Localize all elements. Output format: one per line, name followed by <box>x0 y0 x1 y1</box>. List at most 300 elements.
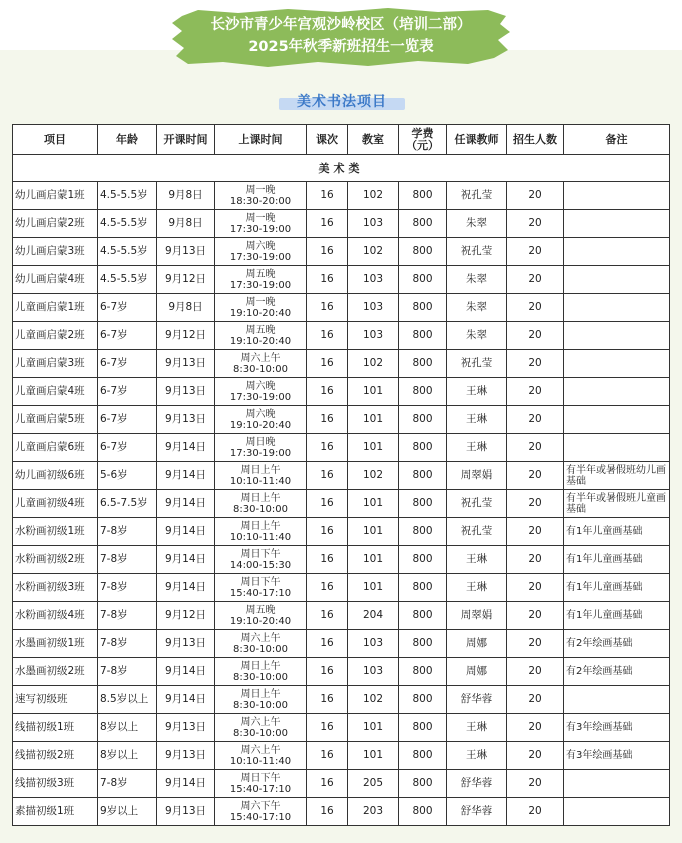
class-hours: 17:30-19:00 <box>229 251 292 263</box>
table-row <box>13 658 670 686</box>
header-col-project: 项目 <box>13 125 98 155</box>
enrollment-quota-cell: 20 <box>507 238 564 266</box>
class-hours: 17:30-19:00 <box>229 279 292 291</box>
teacher-name-cell: 舒华蓉 <box>447 686 507 714</box>
class-time-cell <box>215 434 307 462</box>
age-range-cell: 5-6岁 <box>98 462 157 490</box>
age-range-cell: 9岁以上 <box>98 798 157 826</box>
classroom-cell: 101 <box>348 518 399 546</box>
age-range-cell: 6.5-7.5岁 <box>98 490 157 518</box>
table-row <box>13 770 670 798</box>
class-name-cell: 水墨画初级1班 <box>13 630 98 658</box>
enrollment-quota-cell: 20 <box>507 462 564 490</box>
class-time-cell <box>215 210 307 238</box>
class-time-cell <box>215 742 307 770</box>
classroom-cell: 102 <box>348 462 399 490</box>
start-date-cell: 9月13日 <box>157 798 215 826</box>
enrollment-quota-cell: 20 <box>507 686 564 714</box>
class-hours: 17:30-19:00 <box>229 447 292 459</box>
start-date-cell: 9月12日 <box>157 602 215 630</box>
classroom-cell: 103 <box>348 266 399 294</box>
age-range-cell: 4.5-5.5岁 <box>98 210 157 238</box>
note-cell <box>564 322 670 350</box>
class-hours: 19:10-20:40 <box>229 615 292 627</box>
tuition-fee-cell: 800 <box>399 714 447 742</box>
class-day: 周五晚 <box>245 268 276 280</box>
age-range-cell: 6-7岁 <box>98 406 157 434</box>
enrollment-quota-cell: 20 <box>507 602 564 630</box>
age-range-cell: 7-8岁 <box>98 658 157 686</box>
tuition-fee-cell: 800 <box>399 546 447 574</box>
teacher-name-cell: 舒华蓉 <box>447 798 507 826</box>
enrollment-quota-cell: 20 <box>507 630 564 658</box>
start-date-cell: 9月8日 <box>157 182 215 210</box>
class-hours: 10:10-11:40 <box>229 755 292 767</box>
class-day: 周日晚 <box>245 436 276 448</box>
tuition-fee-cell: 800 <box>399 238 447 266</box>
session-count-cell: 16 <box>307 462 348 490</box>
enrollment-quota-cell: 20 <box>507 490 564 518</box>
enrollment-quota-cell: 20 <box>507 546 564 574</box>
classroom-cell: 103 <box>348 658 399 686</box>
session-count-cell: 16 <box>307 602 348 630</box>
table-row <box>13 490 670 518</box>
tuition-fee-cell: 800 <box>399 266 447 294</box>
teacher-name-cell: 祝孔莹 <box>447 238 507 266</box>
class-day: 周日上午 <box>240 660 281 672</box>
enrollment-quota-cell: 20 <box>507 210 564 238</box>
note-cell <box>564 686 670 714</box>
enrollment-quota-cell: 20 <box>507 714 564 742</box>
teacher-name-cell: 王琳 <box>447 406 507 434</box>
class-name-cell: 线描初级2班 <box>13 742 98 770</box>
note-cell <box>564 238 670 266</box>
classroom-cell: 103 <box>348 322 399 350</box>
section-title-text: 美术书法项目 <box>297 94 387 110</box>
start-date-cell: 9月12日 <box>157 266 215 294</box>
start-date-cell: 9月13日 <box>157 406 215 434</box>
tuition-fee-cell: 800 <box>399 350 447 378</box>
class-day: 周六上午 <box>240 744 281 756</box>
class-name-cell: 线描初级3班 <box>13 770 98 798</box>
tuition-fee-cell: 800 <box>399 406 447 434</box>
title-line-2: 2025年秋季新班招生一览表 <box>248 39 434 55</box>
class-hours: 8:30-10:00 <box>233 699 288 711</box>
session-count-cell: 16 <box>307 238 348 266</box>
class-name-cell: 幼儿画初级6班 <box>13 462 98 490</box>
tuition-fee-cell: 800 <box>399 182 447 210</box>
class-day: 周日下午 <box>240 772 281 784</box>
note-cell: 有半年或暑假班幼儿画基础 <box>564 462 670 490</box>
class-day: 周日上午 <box>240 464 281 476</box>
age-range-cell: 8岁以上 <box>98 742 157 770</box>
class-hours: 8:30-10:00 <box>233 727 288 739</box>
classroom-cell: 101 <box>348 742 399 770</box>
start-date-cell: 9月14日 <box>157 686 215 714</box>
note-cell: 有半年或暑假班儿童画基础 <box>564 490 670 518</box>
enrollment-quota-cell: 20 <box>507 518 564 546</box>
session-count-cell: 16 <box>307 630 348 658</box>
class-hours: 17:30-19:00 <box>229 223 292 235</box>
section-title <box>275 89 409 115</box>
classroom-cell: 101 <box>348 378 399 406</box>
age-range-cell: 7-8岁 <box>98 630 157 658</box>
class-time-cell <box>215 322 307 350</box>
class-hours: 19:10-20:40 <box>229 419 292 431</box>
class-hours: 14:00-15:30 <box>229 559 292 571</box>
enrollment-quota-cell: 20 <box>507 350 564 378</box>
class-time-cell <box>215 378 307 406</box>
teacher-name-cell: 祝孔莹 <box>447 350 507 378</box>
class-time-cell <box>215 182 307 210</box>
class-day: 周一晚 <box>245 184 276 196</box>
age-range-cell: 4.5-5.5岁 <box>98 238 157 266</box>
classroom-cell: 101 <box>348 546 399 574</box>
class-day: 周日下午 <box>240 548 281 560</box>
class-name-cell: 儿童画启蒙2班 <box>13 322 98 350</box>
session-count-cell: 16 <box>307 798 348 826</box>
classroom-cell: 101 <box>348 406 399 434</box>
header-col-sessions: 课次 <box>307 125 348 155</box>
enrollment-quota-cell: 20 <box>507 322 564 350</box>
enrollment-table <box>12 124 670 826</box>
session-count-cell: 16 <box>307 714 348 742</box>
classroom-cell: 101 <box>348 714 399 742</box>
tuition-fee-cell: 800 <box>399 294 447 322</box>
class-hours: 18:30-20:00 <box>229 195 292 207</box>
teacher-name-cell: 周娜 <box>447 630 507 658</box>
note-cell: 有1年儿童画基础 <box>564 574 670 602</box>
class-day: 周日上午 <box>240 688 281 700</box>
teacher-name-cell: 王琳 <box>447 714 507 742</box>
start-date-cell: 9月13日 <box>157 742 215 770</box>
classroom-cell: 101 <box>348 490 399 518</box>
session-count-cell: 16 <box>307 182 348 210</box>
table-row <box>13 406 670 434</box>
note-cell <box>564 294 670 322</box>
category-row <box>13 155 670 182</box>
note-cell <box>564 434 670 462</box>
tuition-fee-cell: 800 <box>399 462 447 490</box>
class-time-cell <box>215 686 307 714</box>
class-time-cell <box>215 602 307 630</box>
tuition-fee-cell: 800 <box>399 770 447 798</box>
enrollment-quota-cell: 20 <box>507 770 564 798</box>
teacher-name-cell: 祝孔莹 <box>447 182 507 210</box>
class-time-cell <box>215 770 307 798</box>
session-count-cell: 16 <box>307 266 348 294</box>
class-time-cell <box>215 574 307 602</box>
classroom-cell: 103 <box>348 630 399 658</box>
classroom-cell: 203 <box>348 798 399 826</box>
note-cell: 有3年绘画基础 <box>564 714 670 742</box>
session-count-cell: 16 <box>307 322 348 350</box>
age-range-cell: 7-8岁 <box>98 546 157 574</box>
classroom-cell: 102 <box>348 686 399 714</box>
header-col-notes: 备注 <box>564 125 670 155</box>
start-date-cell: 9月13日 <box>157 714 215 742</box>
class-hours: 10:10-11:40 <box>229 531 292 543</box>
note-cell <box>564 210 670 238</box>
start-date-cell: 9月14日 <box>157 770 215 798</box>
class-name-cell: 幼儿画启蒙2班 <box>13 210 98 238</box>
note-cell <box>564 182 670 210</box>
start-date-cell: 9月13日 <box>157 378 215 406</box>
teacher-name-cell: 舒华蓉 <box>447 770 507 798</box>
age-range-cell: 6-7岁 <box>98 322 157 350</box>
enrollment-quota-cell: 20 <box>507 434 564 462</box>
class-name-cell: 幼儿画启蒙3班 <box>13 238 98 266</box>
age-range-cell: 7-8岁 <box>98 602 157 630</box>
header-col-class-time: 上课时间 <box>215 125 307 155</box>
enrollment-quota-cell: 20 <box>507 378 564 406</box>
start-date-cell: 9月12日 <box>157 322 215 350</box>
table-row <box>13 686 670 714</box>
class-time-cell <box>215 266 307 294</box>
note-cell: 有1年儿童画基础 <box>564 518 670 546</box>
class-day: 周一晚 <box>245 296 276 308</box>
session-count-cell: 16 <box>307 518 348 546</box>
class-hours: 19:10-20:40 <box>229 335 292 347</box>
teacher-name-cell: 朱翠 <box>447 210 507 238</box>
session-count-cell: 16 <box>307 742 348 770</box>
class-name-cell: 儿童画初级4班 <box>13 490 98 518</box>
class-hours: 10:10-11:40 <box>229 475 292 487</box>
session-count-cell: 16 <box>307 294 348 322</box>
table-row <box>13 714 670 742</box>
start-date-cell: 9月14日 <box>157 462 215 490</box>
note-cell: 有2年绘画基础 <box>564 658 670 686</box>
note-cell <box>564 770 670 798</box>
classroom-cell: 102 <box>348 238 399 266</box>
table-row <box>13 462 670 490</box>
class-hours: 15:40-17:10 <box>229 783 292 795</box>
start-date-cell: 9月13日 <box>157 238 215 266</box>
age-range-cell: 6-7岁 <box>98 294 157 322</box>
teacher-name-cell: 周翠娟 <box>447 602 507 630</box>
class-name-cell: 线描初级1班 <box>13 714 98 742</box>
teacher-name-cell: 王琳 <box>447 378 507 406</box>
age-range-cell: 6-7岁 <box>98 350 157 378</box>
tuition-fee-cell: 800 <box>399 658 447 686</box>
class-name-cell: 儿童画启蒙5班 <box>13 406 98 434</box>
teacher-name-cell: 朱翠 <box>447 322 507 350</box>
table-row <box>13 518 670 546</box>
session-count-cell: 16 <box>307 658 348 686</box>
class-day: 周六晚 <box>245 408 276 420</box>
class-day: 周日上午 <box>240 520 281 532</box>
table-row <box>13 266 670 294</box>
class-time-cell <box>215 630 307 658</box>
header-col-teacher: 任课教师 <box>447 125 507 155</box>
classroom-cell: 101 <box>348 574 399 602</box>
tuition-fee-cell: 800 <box>399 686 447 714</box>
start-date-cell: 9月14日 <box>157 658 215 686</box>
session-count-cell: 16 <box>307 490 348 518</box>
start-date-cell: 9月8日 <box>157 210 215 238</box>
age-range-cell: 4.5-5.5岁 <box>98 182 157 210</box>
enrollment-quota-cell: 20 <box>507 742 564 770</box>
table-header-row <box>13 125 670 155</box>
start-date-cell: 9月14日 <box>157 546 215 574</box>
class-day: 周六晚 <box>245 240 276 252</box>
class-hours: 8:30-10:00 <box>233 643 288 655</box>
session-count-cell: 16 <box>307 434 348 462</box>
class-name-cell: 儿童画启蒙6班 <box>13 434 98 462</box>
age-range-cell: 8.5岁以上 <box>98 686 157 714</box>
class-time-cell <box>215 490 307 518</box>
start-date-cell: 9月14日 <box>157 490 215 518</box>
note-cell <box>564 378 670 406</box>
classroom-cell: 103 <box>348 294 399 322</box>
table-row <box>13 182 670 210</box>
class-time-cell <box>215 294 307 322</box>
start-date-cell: 9月8日 <box>157 294 215 322</box>
class-name-cell: 水粉画初级2班 <box>13 546 98 574</box>
class-time-cell <box>215 462 307 490</box>
table-row <box>13 602 670 630</box>
enrollment-quota-cell: 20 <box>507 182 564 210</box>
class-time-cell <box>215 658 307 686</box>
class-hours: 17:30-19:00 <box>229 391 292 403</box>
header-col-room: 教室 <box>348 125 399 155</box>
class-name-cell: 儿童画启蒙3班 <box>13 350 98 378</box>
tuition-fee-cell: 800 <box>399 210 447 238</box>
class-day: 周日上午 <box>240 492 281 504</box>
age-range-cell: 8岁以上 <box>98 714 157 742</box>
header-col-age: 年龄 <box>98 125 157 155</box>
enrollment-quota-cell: 20 <box>507 798 564 826</box>
title-line-1: 长沙市青少年宫观沙岭校区（培训二部） <box>210 17 472 33</box>
table-row <box>13 378 670 406</box>
header-col-quota: 招生人数 <box>507 125 564 155</box>
age-range-cell: 7-8岁 <box>98 574 157 602</box>
note-cell: 有1年儿童画基础 <box>564 546 670 574</box>
table-row <box>13 434 670 462</box>
session-count-cell: 16 <box>307 770 348 798</box>
tuition-fee-cell: 800 <box>399 602 447 630</box>
class-hours: 19:10-20:40 <box>229 307 292 319</box>
class-hours: 8:30-10:00 <box>233 503 288 515</box>
tuition-fee-cell: 800 <box>399 518 447 546</box>
tuition-fee-cell: 800 <box>399 630 447 658</box>
teacher-name-cell: 王琳 <box>447 574 507 602</box>
start-date-cell: 9月14日 <box>157 574 215 602</box>
tuition-fee-cell: 800 <box>399 490 447 518</box>
teacher-name-cell: 周翠娟 <box>447 462 507 490</box>
note-cell: 有2年绘画基础 <box>564 630 670 658</box>
note-cell: 有1年儿童画基础 <box>564 602 670 630</box>
classroom-cell: 204 <box>348 602 399 630</box>
enrollment-quota-cell: 20 <box>507 406 564 434</box>
class-day: 周五晚 <box>245 604 276 616</box>
teacher-name-cell: 周娜 <box>447 658 507 686</box>
age-range-cell: 7-8岁 <box>98 770 157 798</box>
table-row <box>13 322 670 350</box>
class-day: 周六下午 <box>240 800 281 812</box>
tuition-fee-cell: 800 <box>399 798 447 826</box>
classroom-cell: 102 <box>348 350 399 378</box>
class-hours: 15:40-17:10 <box>229 587 292 599</box>
session-count-cell: 16 <box>307 546 348 574</box>
class-day: 周六晚 <box>245 380 276 392</box>
note-cell <box>564 406 670 434</box>
class-name-cell: 儿童画启蒙4班 <box>13 378 98 406</box>
class-day: 周六上午 <box>240 716 281 728</box>
table-row <box>13 742 670 770</box>
session-count-cell: 16 <box>307 378 348 406</box>
enrollment-quota-cell: 20 <box>507 658 564 686</box>
header-col-start-date: 开课时间 <box>157 125 215 155</box>
start-date-cell: 9月13日 <box>157 630 215 658</box>
classroom-cell: 102 <box>348 182 399 210</box>
classroom-cell: 103 <box>348 210 399 238</box>
class-time-cell <box>215 406 307 434</box>
tuition-fee-cell: 800 <box>399 574 447 602</box>
class-name-cell: 水粉画初级3班 <box>13 574 98 602</box>
class-hours: 8:30-10:00 <box>233 671 288 683</box>
table-row <box>13 238 670 266</box>
start-date-cell: 9月14日 <box>157 434 215 462</box>
age-range-cell: 7-8岁 <box>98 518 157 546</box>
teacher-name-cell: 王琳 <box>447 434 507 462</box>
start-date-cell: 9月13日 <box>157 350 215 378</box>
class-hours: 15:40-17:10 <box>229 811 292 823</box>
class-name-cell: 幼儿画启蒙4班 <box>13 266 98 294</box>
table-row <box>13 574 670 602</box>
class-name-cell: 幼儿画启蒙1班 <box>13 182 98 210</box>
table-row <box>13 546 670 574</box>
class-name-cell: 素描初级1班 <box>13 798 98 826</box>
age-range-cell: 6-7岁 <box>98 378 157 406</box>
enrollment-quota-cell: 20 <box>507 574 564 602</box>
table-row <box>13 294 670 322</box>
class-day: 周一晚 <box>245 212 276 224</box>
class-day: 周五晚 <box>245 324 276 336</box>
class-time-cell <box>215 518 307 546</box>
start-date-cell: 9月14日 <box>157 518 215 546</box>
teacher-name-cell: 王琳 <box>447 742 507 770</box>
class-day: 周日下午 <box>240 576 281 588</box>
class-name-cell: 水墨画初级2班 <box>13 658 98 686</box>
enrollment-quota-cell: 20 <box>507 294 564 322</box>
class-time-cell <box>215 714 307 742</box>
table-row <box>13 210 670 238</box>
note-cell <box>564 798 670 826</box>
teacher-name-cell: 祝孔莹 <box>447 518 507 546</box>
session-count-cell: 16 <box>307 210 348 238</box>
tuition-fee-cell: 800 <box>399 322 447 350</box>
teacher-name-cell: 朱翠 <box>447 294 507 322</box>
class-day: 周六上午 <box>240 632 281 644</box>
class-name-cell: 水粉画初级4班 <box>13 602 98 630</box>
category-label: 美术类 <box>13 155 670 182</box>
session-count-cell: 16 <box>307 406 348 434</box>
teacher-name-cell: 祝孔莹 <box>447 490 507 518</box>
title-banner <box>168 6 514 70</box>
teacher-name-cell: 朱翠 <box>447 266 507 294</box>
class-name-cell: 儿童画启蒙1班 <box>13 294 98 322</box>
tuition-fee-cell: 800 <box>399 434 447 462</box>
table-row <box>13 350 670 378</box>
class-name-cell: 速写初级班 <box>13 686 98 714</box>
teacher-name-cell: 王琳 <box>447 546 507 574</box>
enrollment-quota-cell: 20 <box>507 266 564 294</box>
table-row <box>13 630 670 658</box>
note-cell <box>564 350 670 378</box>
class-day: 周六上午 <box>240 352 281 364</box>
tuition-fee-cell: 800 <box>399 378 447 406</box>
